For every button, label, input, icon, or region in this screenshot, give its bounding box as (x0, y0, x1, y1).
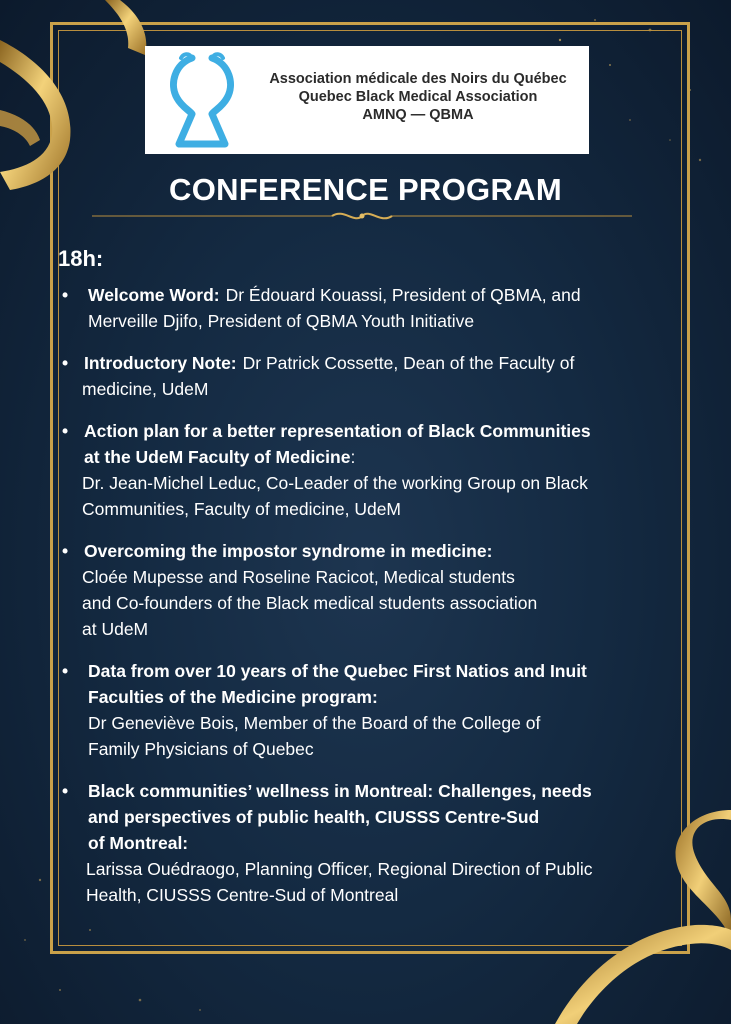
speaker-text: Dr Édouard Kouassi, President of QBMA, and (225, 285, 581, 305)
bullet-icon: • (62, 353, 69, 373)
program-item (62, 418, 672, 522)
speaker-text: Dr. Jean-Michel Leduc, Co-Leader of the working Group on Black (82, 473, 588, 493)
keyhole-serpent-icon (159, 50, 245, 150)
speaker-text: Family Physicians of Quebec (88, 739, 314, 759)
speaker-text: medicine, UdeM (82, 379, 209, 399)
time-slot: 18h: (58, 246, 104, 271)
session-title: Overcoming the impostor syndrome in medicine: (84, 541, 493, 561)
session-title: Black communities’ wellness in Montreal: Challenges, needs (88, 781, 592, 801)
speaker-text: Merveille Djifo, President of QBMA Youth Initiative (88, 311, 475, 331)
bullet-icon: • (62, 661, 69, 681)
program-item (62, 778, 672, 908)
bullet-icon: • (62, 421, 69, 441)
logo-text (251, 70, 585, 124)
association-acronym: AMNQ — QBMA (362, 107, 474, 123)
program-item (62, 538, 672, 642)
association-name-fr: Association médicale des Noirs du Québec (269, 71, 567, 87)
speaker-text: Cloée Mupesse and Roseline Racicot, Medical students (82, 567, 515, 587)
program-item (62, 350, 672, 402)
ornamental-divider (92, 208, 632, 224)
session-title: Faculties of the Medicine program: (88, 687, 378, 707)
bullet-icon: • (62, 541, 69, 561)
session-title: Welcome Word: (88, 285, 220, 305)
program-list (62, 282, 672, 924)
program-item (62, 658, 672, 762)
speaker-text: Health, CIUSSS Centre-Sud of Montreal (86, 885, 399, 905)
session-title: Action plan for a better representation of Black Communities (84, 421, 591, 441)
session-title: Data from over 10 years of the Quebec First Natios and Inuit (88, 661, 587, 681)
speaker-text: Larissa Ouédraogo, Planning Officer, Regional Direction of Public (86, 859, 593, 879)
speaker-text: Dr Patrick Cossette, Dean of the Faculty of (242, 353, 575, 373)
session-title: of Montreal: (88, 833, 189, 853)
speaker-text: and Co-founders of the Black medical students association (82, 593, 538, 613)
association-logo (145, 46, 589, 154)
page-title: CONFERENCE PROGRAM (169, 172, 562, 207)
bullet-icon: • (62, 781, 69, 801)
session-title: at the UdeM Faculty of Medicine (84, 447, 351, 467)
speaker-text: at UdeM (82, 619, 149, 639)
session-title: and perspectives of public health, CIUSSS Centre-Sud (88, 807, 540, 827)
program-item (62, 282, 672, 334)
speaker-text: Dr Geneviève Bois, Member of the Board of the College of (88, 713, 541, 733)
session-title: Introductory Note: (84, 353, 237, 373)
association-name-en: Quebec Black Medical Association (298, 89, 538, 105)
bullet-icon: • (62, 285, 69, 305)
colon: : (350, 447, 356, 467)
speaker-text: Communities, Faculty of medicine, UdeM (82, 499, 401, 519)
